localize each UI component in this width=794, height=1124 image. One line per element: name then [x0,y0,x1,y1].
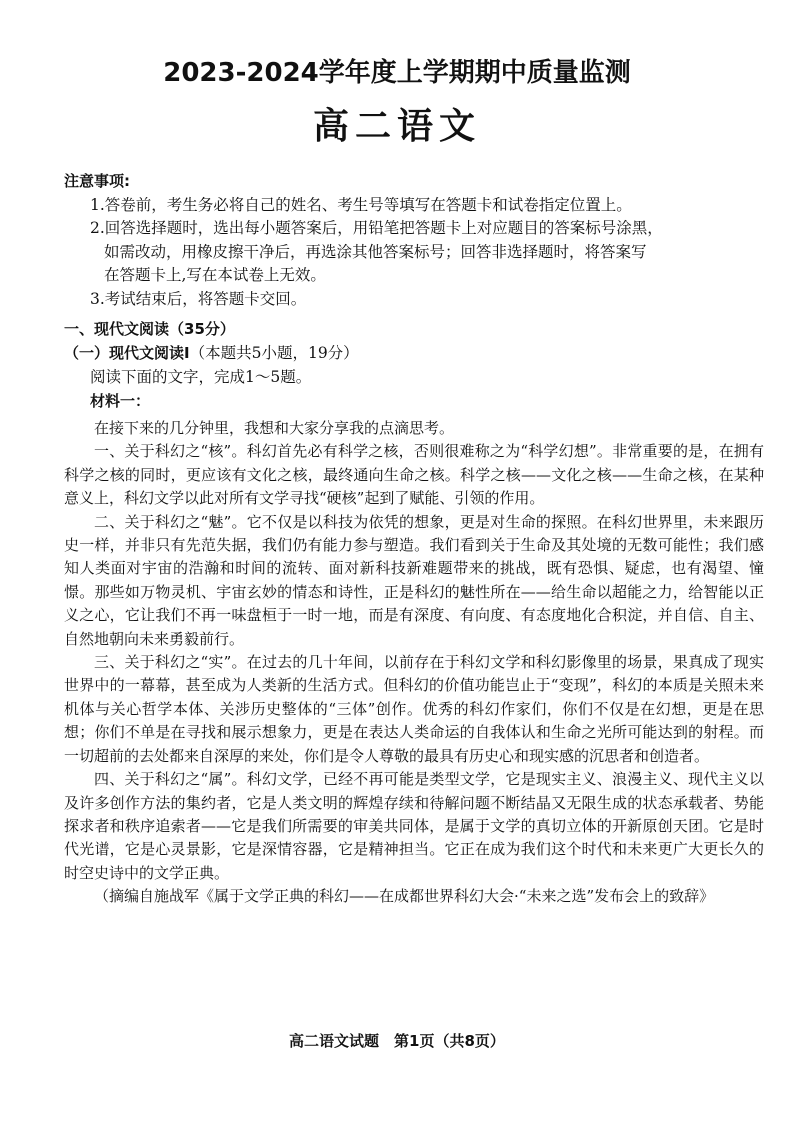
subsection-1-info: （本题共5小题，19分） [189,344,359,362]
exam-title: 2023-2024学年度上学期期中质量监测 [163,58,631,88]
notes-item-3: 3.考试结束后，将答题卡交回。 [90,289,307,308]
notes-heading: 注意事项: [64,172,130,190]
article-paragraph-2: 二、关于科幻之“魅”。它不仅是以科技为依凭的想象，更是对生命的探照。在科幻世界里，未来跟历史一样，并非只有先范失据，我们仍有能力参与塑造。我们看到关于生命及其处境的无数可能性；我们感知人类面对宇宙的浩瀚和时间的流转、面对新科技新难题带来的挑战，既有恐惧、疑虑，也有渴望、憧憬。那些如万物灵机、宇宙玄妙的情态和诗性，正是科幻的魅性所在——给生命以超能之力，给智能以正义之心，它让我们不再一味盘桓于一时一地，而是有深度、有向度、有态度地化合积淀，并自信、自主、自然地朝向未来勇毅前行。 [64,512,764,648]
article-paragraph-4: 四、关于科幻之“属”。科幻文学，已经不再可能是类型文学，它是现实主义、浪漫主义、现代主义以及许多创作方法的集约者，它是人类文明的辉煌存续和待解问题不断结晶又无限生成的状态承载者、势能探求者和秩序追索者——它是我们所需要的审美共同体，是属于文学的真切立体的开新原创天团。它是时代光谱，它是心灵景影，它是深情容器，它是精神担当。它正在成为我们这个时代和未来更广大更长久的时空史诗中的文学正典。 [64,770,764,882]
article-source: （摘编自施战军《属于文学正典的科幻——在成都世界科幻大会·“未来之选”发布会上的致辞》 [94,887,715,906]
part-heading [64,318,764,342]
page-footer: 高二语文试题 第1页（共8页） [289,1032,505,1050]
subsection-heading [64,342,764,366]
article-body [64,417,764,909]
article-paragraph-1: 一、关于科幻之“核”。科幻首先必有科学之核，否则很难称之为“科学幻想”。非常重要的是，在拥有科学之核的同时，更应该有文化之核，最终通向生命之核。科学之核——文化之核——生命之核，在某种意义上，科幻文学以此对所有文学寻找“硬核”起到了赋能、引领的作用。 [64,442,764,508]
subject-title: 高二语文 [312,106,481,147]
subsection-1-title: （一）现代文阅读Ⅰ [64,344,190,362]
notes-item-2-line-3: 在答题卡上,写在本试卷上无效。 [104,266,326,284]
notes-item-1: 1.答卷前，考生务必将自己的姓名、考生号等填写在答题卡和试卷指定位置上。 [90,195,632,214]
article-intro: 在接下来的几分钟里，我想和大家分享我的点滴思考。 [94,419,455,437]
notes-block [64,170,754,311]
article-paragraph-3: 三、关于科幻之“实”。在过去的几十年间，以前存在于科幻文学和科幻影像里的场景，果真成了现实世界中的一幕幕，甚至成为人类新的生活方式。但科幻的价值功能岂止于“变现”，科幻的本质是关照未来机体与关心哲学本体、关涉历史整体的“三体”创作。优秀的科幻作家们，你们不仅是在幻想，更是在思想；你们不单是在寻找和展示想象力，更是在表达人类命运的自我体认和生命之光所可能达到的射程。而一切超前的去处都来自深厚的来处，你们是令人尊敬的最具有历史心和现实感的沉思者和创造者。 [64,653,764,765]
reading-instruction: 阅读下面的文字，完成1～5题。 [90,368,312,386]
notes-item-2-line-2: 如需改动，用橡皮擦干净后，再选涂其他答案标号；回答非选择题时，将答案写 [104,242,647,261]
material-label [64,390,790,414]
notes-item-2: 2.回答选择题时，选出每小题答案后，用铅笔把答题卡上对应题目的答案标号涂黑， [90,219,663,237]
material-one-label: 材料一： [90,392,151,410]
part-1-title: 一、现代文阅读（35分） [64,320,235,338]
